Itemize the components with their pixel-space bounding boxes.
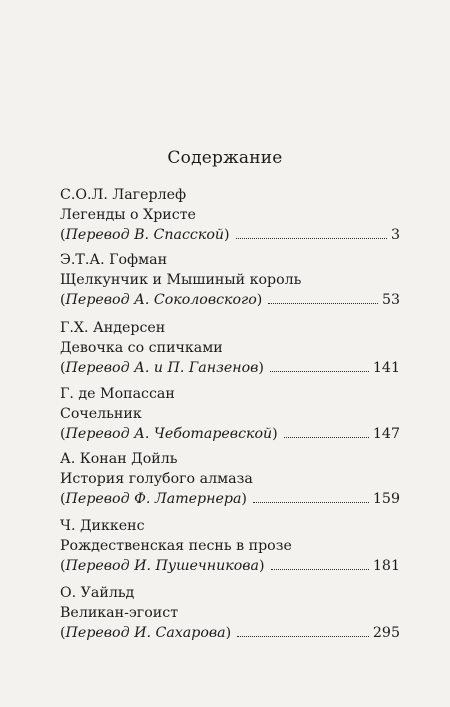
entry-author: Г. де Мопассан xyxy=(60,386,175,402)
entry-work-title: Великан-эгоист xyxy=(60,605,179,621)
entry-author: Г.Х. Андерсен xyxy=(60,320,166,336)
entry-translator: (Перевод А. Чеботаревской) xyxy=(60,426,278,442)
entry-author: Ч. Диккенс xyxy=(60,518,145,534)
entry-translation-line xyxy=(60,489,400,509)
entry-author: Э.Т.А. Гофман xyxy=(60,252,168,268)
dot-leader xyxy=(253,501,369,503)
dot-leader xyxy=(237,635,369,637)
entry-author: А. Конан Дойль xyxy=(60,451,178,467)
entry-translation-line xyxy=(60,556,400,576)
entry-author: О. Уайльд xyxy=(60,585,135,601)
entry-page-number: 141 xyxy=(372,360,400,376)
dot-leader xyxy=(284,436,369,438)
entry-translator: (Перевод И. Пушечникова) xyxy=(60,558,265,574)
entry-translator: (Перевод А. и П. Ганзенов) xyxy=(60,360,264,376)
entry-work-title: Щелкунчик и Мышиный король xyxy=(60,272,302,288)
entry-work-title: История голубого алмаза xyxy=(60,471,253,487)
dot-leader xyxy=(236,237,387,239)
toc-entry xyxy=(60,185,400,245)
entry-work-title: Сочельник xyxy=(60,406,142,422)
entry-translator: (Перевод В. Спасской) xyxy=(60,227,230,243)
entry-translator: (Перевод И. Сахарова) xyxy=(60,625,232,641)
entry-page-number: 3 xyxy=(390,227,400,243)
entry-page-number: 53 xyxy=(381,292,400,308)
entry-page-number: 181 xyxy=(372,558,400,574)
toc-entry xyxy=(60,250,400,310)
toc-entry xyxy=(60,583,400,643)
toc-entry xyxy=(60,384,400,444)
entry-translator: (Перевод Ф. Латернера) xyxy=(60,491,247,507)
dot-leader xyxy=(268,302,378,304)
entry-work-title: Легенды о Христе xyxy=(60,207,196,223)
entry-translation-line xyxy=(60,225,400,245)
entry-translator: (Перевод А. Соколовского) xyxy=(60,292,263,308)
entry-translation-line xyxy=(60,358,400,378)
entry-page-number: 159 xyxy=(372,491,400,507)
entry-author: С.О.Л. Лагерлеф xyxy=(60,187,187,203)
dot-leader xyxy=(271,568,369,570)
toc-entry xyxy=(60,449,400,509)
entry-translation-line xyxy=(60,623,400,643)
entry-page-number: 295 xyxy=(372,625,400,641)
entry-page-number: 147 xyxy=(372,426,400,442)
entry-translation-line xyxy=(60,290,400,310)
entry-work-title: Рождественская песнь в прозе xyxy=(60,538,292,554)
toc-entry xyxy=(60,318,400,378)
entry-translation-line xyxy=(60,424,400,444)
toc-entry xyxy=(60,516,400,576)
toc-title: Содержание xyxy=(167,148,283,168)
entry-work-title: Девочка со спичками xyxy=(60,340,223,356)
dot-leader xyxy=(270,370,369,372)
